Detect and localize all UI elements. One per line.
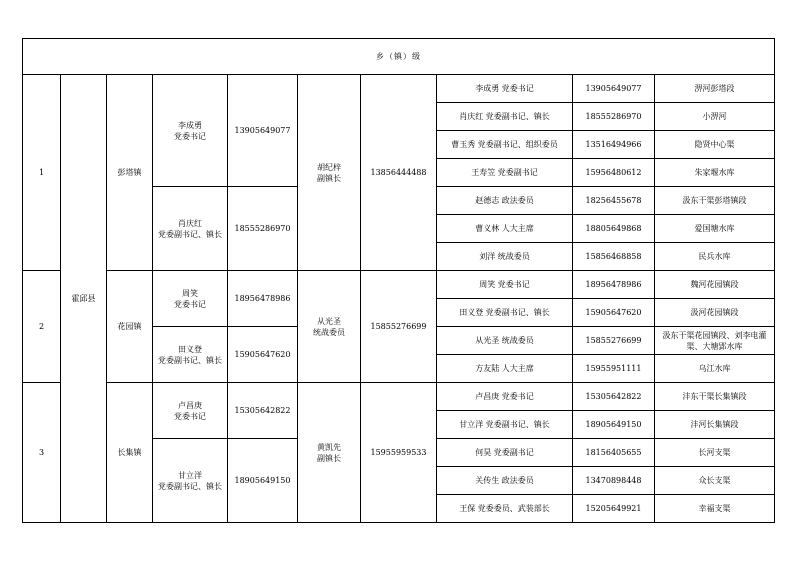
responsible-person: 曹义林 人大主席	[437, 215, 573, 243]
leader-cell	[153, 187, 228, 271]
river-section: 汲东干渠花园镇段、刘李电灌渠、大塘郢水库	[655, 327, 775, 355]
leader-role: 党委书记	[174, 299, 206, 309]
responsible-person: 关传生 政法委员	[437, 467, 573, 495]
row-number: 3	[23, 383, 61, 523]
contact-cell	[298, 271, 361, 383]
river-section: 民兵水库	[655, 243, 775, 271]
responsible-person: 何昊 党委副书记	[437, 439, 573, 467]
river-section: 沣东干渠长集镇段	[655, 383, 775, 411]
leader-cell	[153, 439, 228, 523]
contact-cell	[298, 383, 361, 523]
responsible-person: 卢昌庚 党委书记	[437, 383, 573, 411]
responsible-phone: 13516494966	[573, 131, 655, 159]
responsible-phone: 15856468858	[573, 243, 655, 271]
responsible-phone: 18956478986	[573, 271, 655, 299]
river-section: 乌江水库	[655, 355, 775, 383]
leader-phone: 15305642822	[228, 383, 298, 439]
river-section: 长河支渠	[655, 439, 775, 467]
river-section: 隐贤中心渠	[655, 131, 775, 159]
leader-role: 党委副书记、镇长	[158, 229, 222, 239]
leader-name: 甘立洋	[178, 470, 202, 480]
responsible-phone: 15205649921	[573, 495, 655, 523]
contact-name: 胡纪梓	[317, 162, 341, 172]
contact-phone: 13856444488	[361, 75, 437, 271]
responsible-phone: 15956480612	[573, 159, 655, 187]
leader-phone: 13905649077	[228, 75, 298, 187]
leader-cell	[153, 271, 228, 327]
contact-phone: 15955959533	[361, 383, 437, 523]
responsible-person: 刘洋 统战委员	[437, 243, 573, 271]
contact-name: 从光圣	[317, 316, 341, 326]
responsible-person: 王寿笠 党委副书记	[437, 159, 573, 187]
responsible-phone: 18555286970	[573, 103, 655, 131]
responsible-phone: 15955951111	[573, 355, 655, 383]
page-title: 乡（镇）级	[23, 39, 775, 75]
river-section: 众长支渠	[655, 467, 775, 495]
river-section: 朱家堰水库	[655, 159, 775, 187]
responsible-person: 赵德志 政法委员	[437, 187, 573, 215]
responsibility-table	[22, 38, 775, 523]
contact-role: 副镇长	[317, 173, 341, 183]
river-section: 沣河长集镇段	[655, 411, 775, 439]
river-section: 幸福支渠	[655, 495, 775, 523]
responsible-person: 周笑 党委书记	[437, 271, 573, 299]
responsible-person: 方友陆 人大主席	[437, 355, 573, 383]
row-number: 2	[23, 271, 61, 383]
responsible-person: 曹玉秀 党委副书记、组织委员	[437, 131, 573, 159]
responsible-phone: 18156405655	[573, 439, 655, 467]
leader-name: 卢昌庚	[178, 400, 202, 410]
leader-name: 田义登	[178, 344, 202, 354]
leader-phone: 18555286970	[228, 187, 298, 271]
leader-role: 党委书记	[174, 131, 206, 141]
river-section: 淠河彭塔段	[655, 75, 775, 103]
river-section: 爱国塘水库	[655, 215, 775, 243]
responsible-phone: 15905647620	[573, 299, 655, 327]
leader-role: 党委书记	[174, 411, 206, 421]
leader-cell	[153, 327, 228, 383]
town-name: 彭塔镇	[107, 75, 153, 271]
river-section: 小淠河	[655, 103, 775, 131]
river-section: 魏河花园镇段	[655, 271, 775, 299]
responsible-phone: 18256455678	[573, 187, 655, 215]
leader-name: 李成勇	[178, 120, 202, 130]
river-section: 汲东干渠彭塔镇段	[655, 187, 775, 215]
leader-role: 党委副书记、镇长	[158, 481, 222, 491]
town-name: 长集镇	[107, 383, 153, 523]
responsible-person: 从光圣 统战委员	[437, 327, 573, 355]
leader-cell	[153, 383, 228, 439]
contact-role: 副镇长	[317, 453, 341, 463]
contact-name: 黄凯先	[317, 442, 341, 452]
responsible-person: 肖庆红 党委副书记、镇长	[437, 103, 573, 131]
river-section: 汲河花园镇段	[655, 299, 775, 327]
leader-cell	[153, 75, 228, 187]
responsible-person: 田义登 党委副书记、镇长	[437, 299, 573, 327]
responsible-phone: 18905649150	[573, 411, 655, 439]
leader-phone: 18956478986	[228, 271, 298, 327]
row-number: 1	[23, 75, 61, 271]
leader-name: 肖庆红	[178, 218, 202, 228]
responsible-phone: 13470898448	[573, 467, 655, 495]
contact-cell	[298, 75, 361, 271]
leader-phone: 18905649150	[228, 439, 298, 523]
leader-role: 党委副书记、镇长	[158, 355, 222, 365]
responsible-phone: 15305642822	[573, 383, 655, 411]
responsible-phone: 15855276699	[573, 327, 655, 355]
responsible-person: 王保 党委委员、武装部长	[437, 495, 573, 523]
leader-name: 周笑	[182, 288, 198, 298]
responsible-phone: 18805649868	[573, 215, 655, 243]
contact-phone: 15855276699	[361, 271, 437, 383]
leader-phone: 15905647620	[228, 327, 298, 383]
responsible-person: 甘立洋 党委副书记、镇长	[437, 411, 573, 439]
responsible-person: 李成勇 党委书记	[437, 75, 573, 103]
town-name: 花园镇	[107, 271, 153, 383]
county-name: 霍邱县	[61, 75, 107, 523]
contact-role: 统战委员	[313, 327, 345, 337]
responsible-phone: 13905649077	[573, 75, 655, 103]
